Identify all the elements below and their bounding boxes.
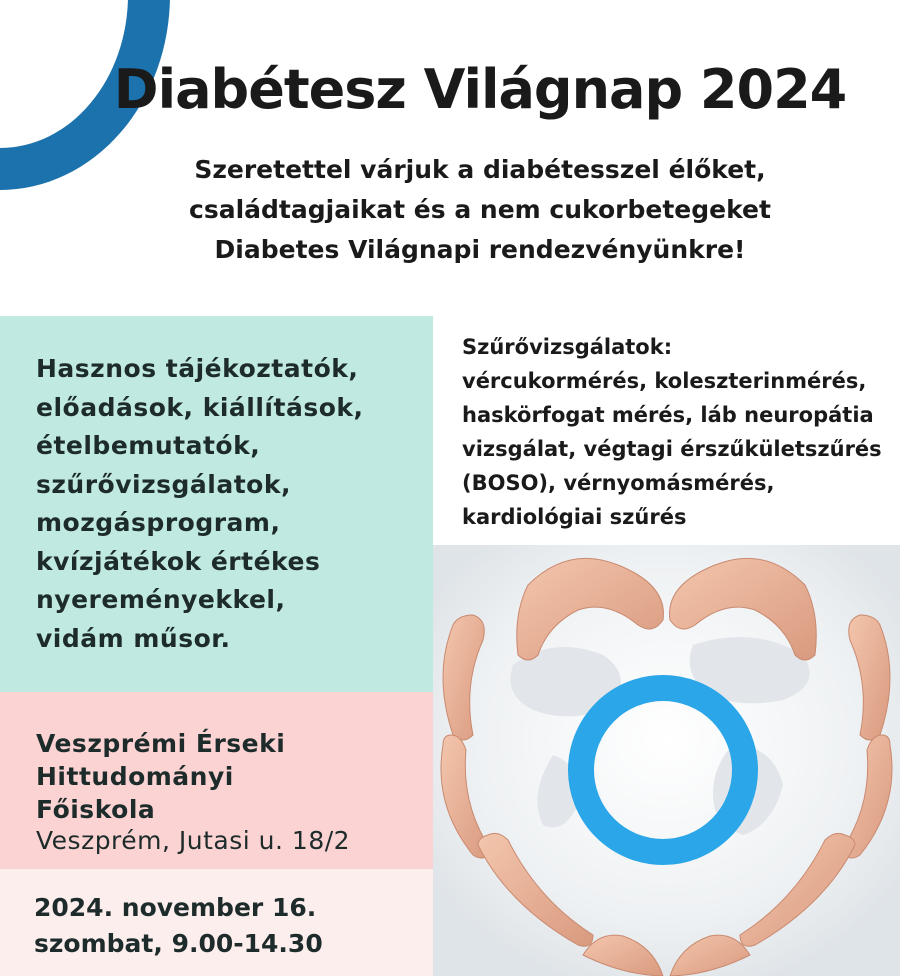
venue-name-line: Hittudományi — [36, 762, 234, 791]
venue-name-line: Veszprémi Érseki — [36, 729, 286, 758]
invitation-text — [0, 150, 900, 270]
screening-line: vizsgálat, végtagi érszűkületszűrés — [462, 437, 882, 461]
invitation-line: Szeretettel várjuk a diabétesszel élőket, — [194, 155, 766, 184]
time-line: szombat, 9.00-14.30 — [34, 929, 323, 958]
invitation-line: Diabetes Világnapi rendezvényünkre! — [214, 235, 746, 264]
hands-heart-icon — [433, 545, 900, 976]
activity-line: mozgásprogram, — [36, 508, 281, 537]
activity-line: ételbemutatók, — [36, 431, 261, 460]
screening-heading: Szűrővizsgálatok: — [462, 335, 673, 359]
activity-line: vidám műsor. — [36, 623, 231, 653]
screening-line: haskörfogat mérés, láb neuropátia — [462, 403, 874, 427]
page-title: Diabétesz Világnap 2024 — [113, 58, 847, 121]
hands-heart-photo — [433, 545, 900, 976]
invitation-line: családtagjaikat és a nem cukorbetegeket — [189, 195, 771, 224]
screening-line: vércukormérés, koleszterinmérés, — [462, 369, 867, 393]
activity-line: előadások, kiállítások, — [36, 392, 364, 422]
screening-line: kardiológiai szűrés — [462, 505, 687, 529]
event-date — [34, 890, 323, 962]
venue-address: Veszprém, Jutasi u. 18/2 — [36, 826, 351, 855]
date-line: 2024. november 16. — [34, 893, 317, 922]
venue-name — [36, 727, 285, 826]
activities-list — [36, 350, 426, 658]
venue-name-line: Főiskola — [36, 795, 156, 824]
activity-line: nyereményekkel, — [36, 585, 286, 614]
activity-line: szűrővizsgálatok, — [36, 469, 291, 499]
screening-line: (BOSO), vérnyomásmérés, — [462, 471, 775, 495]
activity-line: Hasznos tájékoztatók, — [36, 354, 359, 383]
screening-info — [462, 330, 892, 534]
activity-line: kvízjátékok értékes — [36, 546, 321, 576]
